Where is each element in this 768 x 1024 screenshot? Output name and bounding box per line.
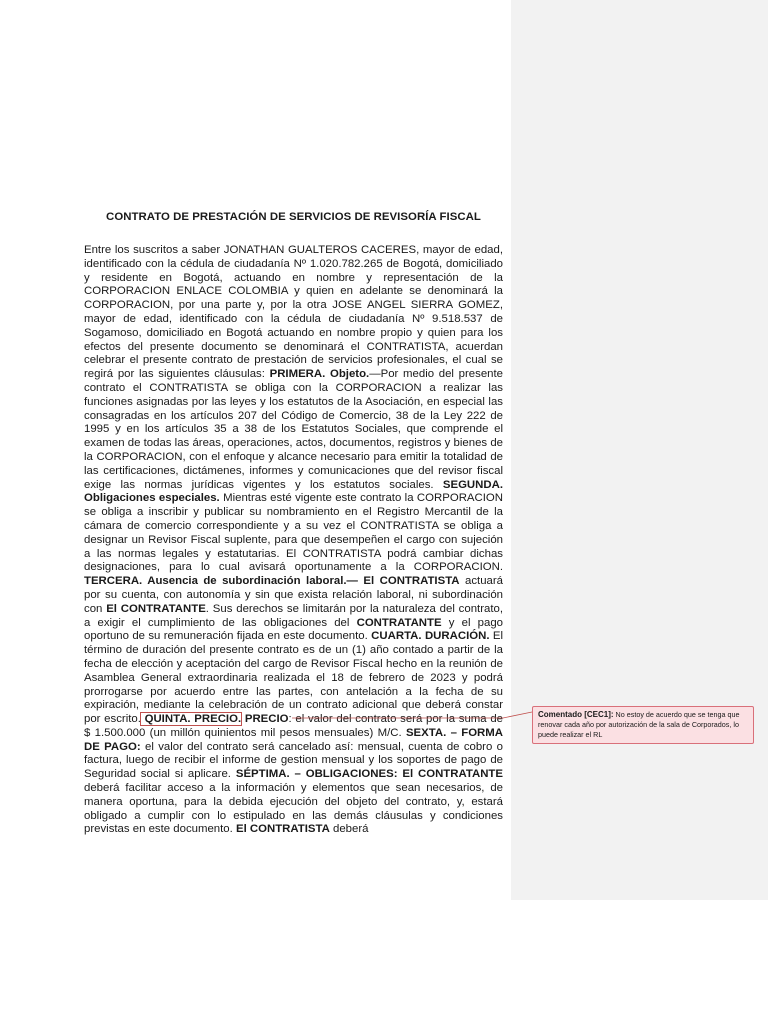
clause-heading: PRECIO [244,713,289,726]
clause-heading: SEXTA. – FORMA DE PAGO: [84,726,503,753]
clause-heading: CONTRATANTE [356,616,442,629]
comment-anchor-text: QUINTA. PRECIO. [140,713,242,726]
body-run: El término de duración del presente contrato es de un (1) año contado a partir de la fecha de elección y aceptación del cargo de Revisor Fiscal hecho en la reunión de Asamblea General extraordinaria realizada el 18 de febrero de 2023 y podrá prorrogarse por acuerdo entre las partes, con antelación a la fecha de su expiración, mediante la celebración de un contrato adicional que deberá constar por escrito. [84,630,503,726]
clause-heading: CUARTA. DURACIÓN. [371,630,490,643]
clause-heading: El CONTRATANTE [106,602,206,615]
body-run: . Sus derechos se limitarán por la naturaleza del contrato, a exigir el cumplimiento de las obligaciones del [84,602,504,629]
document-body[interactable] [84,244,503,837]
document-title: CONTRATO DE PRESTACIÓN DE SERVICIOS DE REVISORÍA FISCAL [106,211,481,223]
body-run: Mientras esté vigente este contrato la CORPORACION se obliga a inscribir y publicar su nombramiento en el Registro Mercantil de la cámara de comercio correspondiente y a su vez el CONTRATISTA se obliga a designar un Revisor Fiscal suplente, para que desempeñen el cargo con sujeción a las normas legales y estatutarias. El CONTRATISTA podrá cambiar dichas designaciones, para lo cual avisará oportunamente a la CORPORACION. [84,492,503,574]
body-run: el valor del contrato será cancelado así: mensual, cuenta de cobro o factura, luego de recibir el informe de gestion mensual y los soportes de pago de Seguridad social si aplicare. [84,740,503,781]
body-run: y el pago oportuno de su remuneración fijada en este documento. [84,616,503,643]
body-run: deberá [329,823,369,836]
body-run: deberá facilitar acceso a la información y elementos que sean necesarios, de manera oportuna, para la debida ejecución del objeto del contrato, y, estará obligado a cumplir con lo estipulado en las demás cláusulas y condiciones previstas en este documento. [84,782,503,836]
clause-heading: SEGUNDA. Obligaciones especiales. [84,478,503,505]
clause-heading: PRIMERA. Objeto. [269,368,370,381]
comment-author: Comentado [CEC1]: [538,710,614,719]
comment-balloon[interactable] [532,706,754,744]
clause-heading: TERCERA. Ausencia de subordinación laboral.— El CONTRATISTA [84,575,460,588]
clause-heading: SÉPTIMA. – OBLIGACIONES: El CONTRATANTE [235,768,503,781]
body-run: Entre los suscritos a saber JONATHAN GUALTEROS CACERES, mayor de edad, identificado con la cédula de ciudadanía Nº 1.020.782.265 de Bogotá, domiciliado y residente en Bogotá, actuando en nombre y representación de la CORPORACION ENLACE COLOMBIA y quien en adelante se denominará la CORPORACION, por una parte y, por la otra JOSE ANGEL SIERRA GOMEZ, mayor de edad, identificado con la cédula de ciudadanía Nº 9.518.537 de Sogamoso, domiciliado en Bogotá actuando en nombre propio y quien para los efectos del presente documento se denominará el CONTRATISTA, acuerdan celebrar el presente contrato de prestación de servicios profesionales, el cual se regirá por las siguientes cláusulas: [84,244,503,381]
body-run: : el valor del contrato será por la suma de $ 1.500.000 (un millón quinientos mil pesos mensuales) M/C. [84,713,503,739]
body-run: actuará por su cuenta, con autonomía y sin que exista relación laboral, ni subordinación con [84,575,503,615]
clause-heading: El CONTRATISTA [235,823,330,836]
body-run: —Por medio del presente contrato el CONTRATISTA se obliga con la CORPORACION a realizar las funciones asignadas por las leyes y los estatutos de la Asociación, en especial las consagradas en los artículos 207 del Código de Comercio, 38 de la Ley 222 de 1995 y en los artículos 35 a 38 de los Estatutos Sociales, que comprende el examen de todas las áreas, operaciones, actos, documentos, registros y bienes de la CORPORACION, con el enfoque y alcance necesario para emitir la totalidad de las certificaciones, dictámenes, informes y comunicaciones que del revisor fiscal exige las normas jurídicas vigentes y los estatutos sociales. [84,368,503,491]
comments-margin-pane [511,0,768,900]
comment-text: No estoy de acuerdo que se tenga que renovar cada año por autorización de la sala de Corporados, lo puede realizar el RL [538,710,740,739]
